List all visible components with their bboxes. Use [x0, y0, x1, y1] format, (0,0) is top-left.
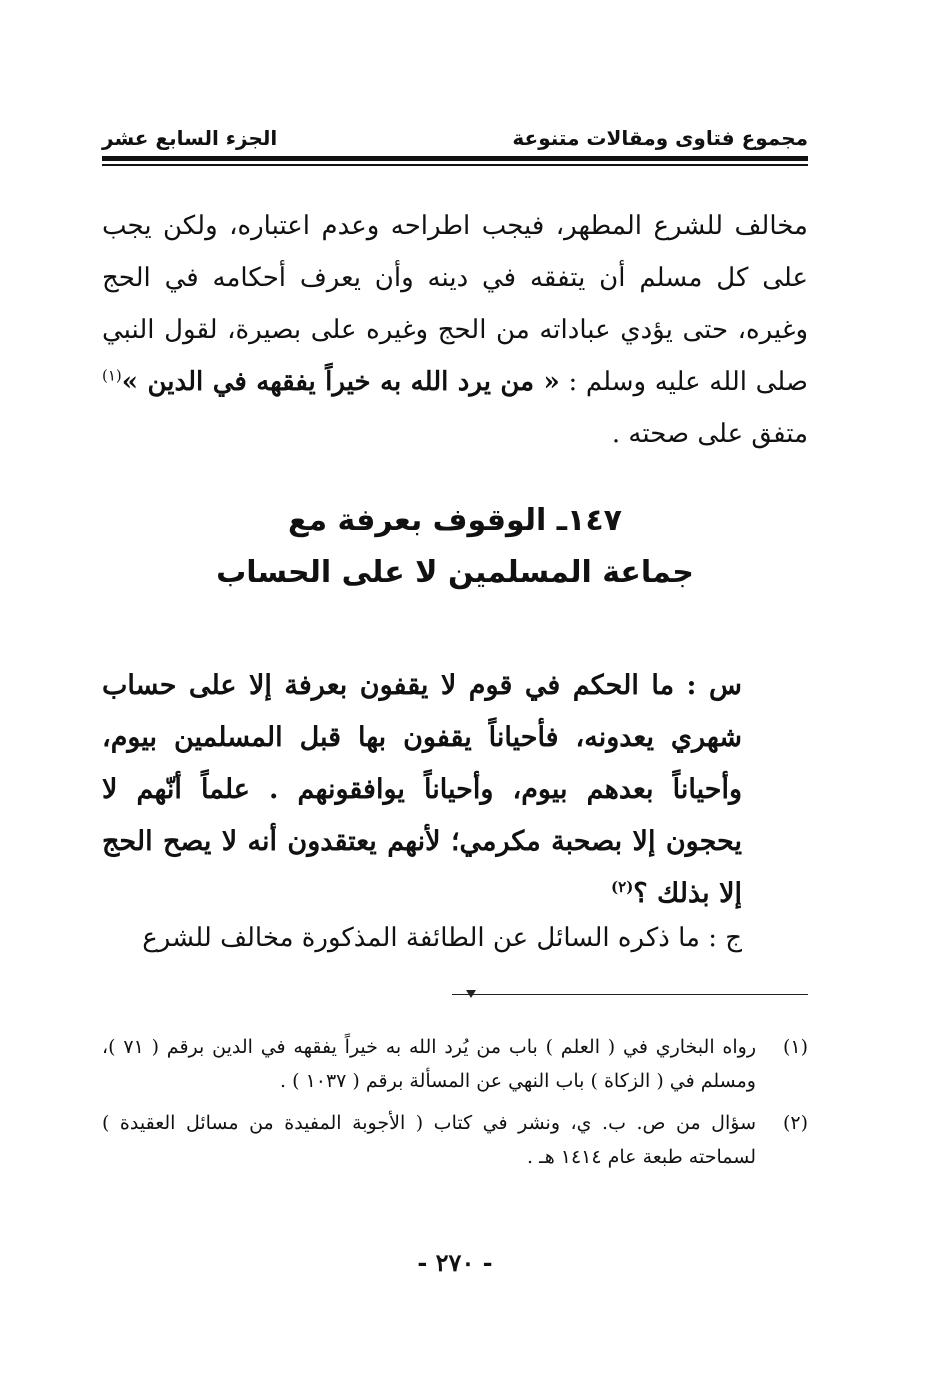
footnote-2: [102, 1106, 808, 1174]
intro-text-before: مخالف للشرع المطهر، فيجب اطراحه وعدم اعتباره، ولكن يجب على كل مسلم أن يتفقه في دينه وأن يعرف أحكامه في الحج وغيره، حتى يؤدي عباداته من الحج وغيره على بصيرة، لقول النبي صلى الله عليه وسلم :: [102, 211, 808, 397]
footnotes: [102, 1030, 808, 1182]
fatwa-title-line1: ١٤٧ـ الوقوف بعرفة مع: [288, 503, 622, 538]
footnote-number: (٢): [782, 1112, 808, 1134]
fatwa-title: [102, 495, 808, 599]
footnote-number: (١): [782, 1036, 808, 1058]
fatwa-title-line2: جماعة المسلمين لا على الحساب: [216, 555, 694, 590]
answer-paragraph: [102, 912, 742, 964]
book-title: مجموع فتاوى ومقالات متنوعة: [512, 126, 808, 150]
header-rule-thick: [102, 156, 808, 161]
volume-label: الجزء السابع عشر: [102, 126, 278, 150]
intro-paragraph: [102, 200, 808, 460]
footnote-1: [102, 1030, 808, 1098]
footnote-separator: [452, 994, 808, 995]
footnote-ref-1: (١): [102, 366, 122, 385]
answer-text: ج : ما ذكره السائل عن الطائفة المذكورة مخالف للشرع: [142, 923, 742, 953]
header-rule-thin: [102, 164, 808, 166]
page-number: - ٢٧٠ -: [417, 1248, 493, 1277]
footnote-separator-mark: [466, 990, 476, 998]
question-paragraph: [102, 660, 742, 920]
footnote-text: رواه البخاري في ( العلم ) باب من يُرد الله به خيراً يفقهه في الدين برقم ( ٧١ )، ومسلم في ( الزكاة ) باب النهي عن المسألة برقم ( ١٠٣٧ ) .: [102, 1036, 756, 1092]
footnote-text: سؤال من ص. ب. ي، ونشر في كتاب ( الأجوبة المفيدة من مسائل العقيدة ) لسماحته طبعة عام ١٤١٤ هـ .: [102, 1112, 756, 1168]
intro-text-after: متفق على صحته .: [611, 419, 808, 449]
footnote-ref-2: (٢): [611, 878, 634, 896]
question-text: س : ما الحكم في قوم لا يقفون بعرفة إلا على حساب شهري يعدونه، فأحياناً يقفون بها قبل المسلمين بيوم، وأحياناً بعدهم بيوم، وأحياناً يوافقونهم . علماً أنّهم لا يحجون إلا بصحبة مكرمي؛ لأنهم يعتقدون أنه لا يصح الحج إلا بذلك ؟: [102, 670, 742, 909]
running-header: [102, 120, 808, 156]
hadith-quote: « من يرد الله به خيراً يفقهه في الدين »: [121, 367, 560, 397]
